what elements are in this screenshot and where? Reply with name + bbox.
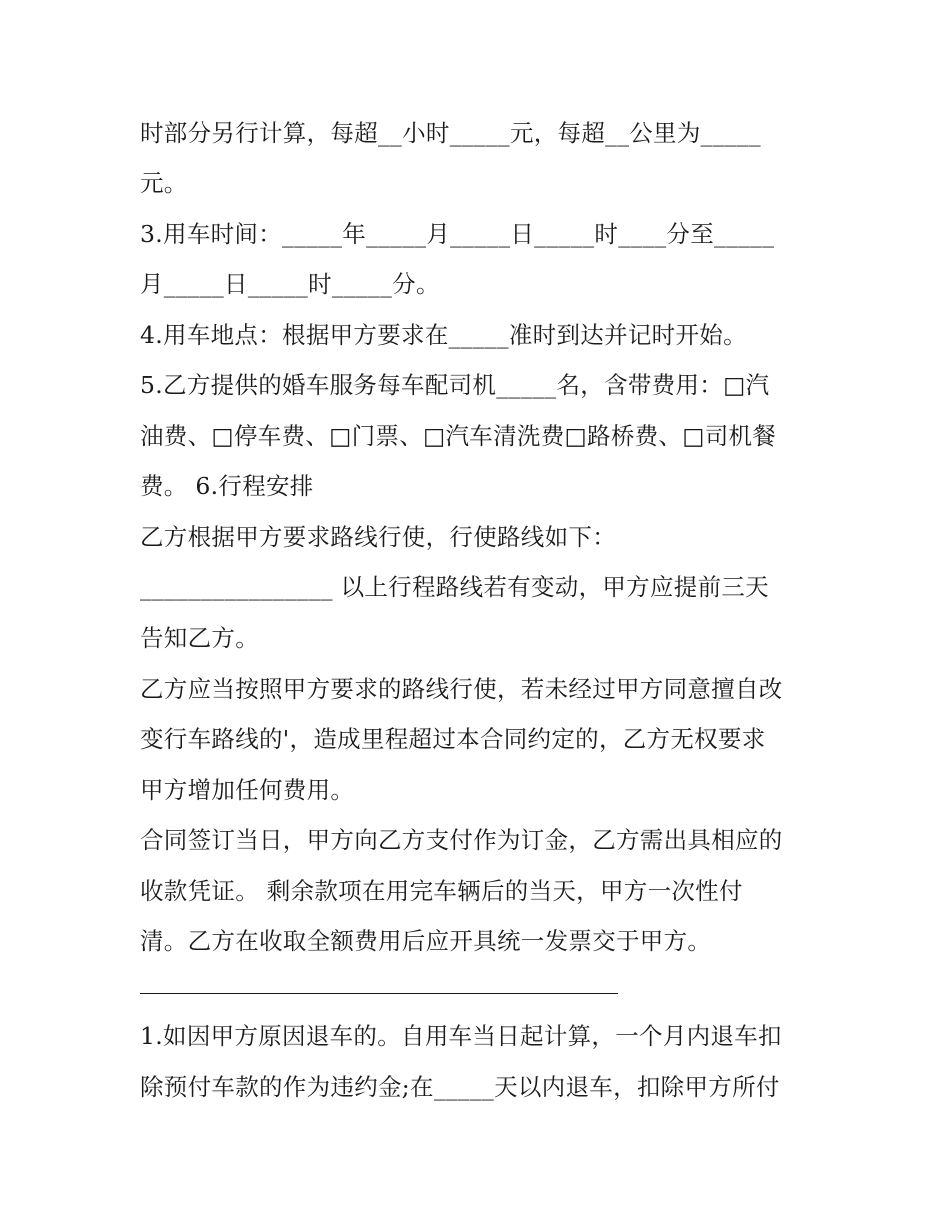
text-line-18: 1.如因甲方原因退车的。自用车当日起计算，一个月内退车扣 [140,1022,782,1050]
text-line-15: 合同签订当日，甲方向乙方支付作为订金，乙方需出具相应的 [140,826,783,854]
text-line-6: 5.乙方提供的婚车服务每车配司机_____名，含带费用：□汽 [140,371,770,399]
text-line-5: 4.用车地点：根据甲方要求在_____准时到达并记时开始。 [140,321,747,349]
text-line-16: 收款凭证。 剩余款项在用完车辆后的当天，甲方一次性付 [140,877,743,905]
text-line-17: 清。乙方在收取全额费用后应开具统一发票交于甲方。 [140,927,712,955]
text-line-12: 乙方应当按照甲方要求的路线行使，若未经过甲方同意擅自改 [140,675,783,703]
text-line-13: 变行车路线的'，造成里程超过本合同约定的，乙方无权要求 [140,725,766,753]
text-line-1: 时部分另行计算，每超__小时_____元，每超__公里为_____ [140,119,761,147]
text-line-8: 费。 6.行程安排 [140,472,314,500]
text-line-9: 乙方根据甲方要求路线行使，行使路线如下： [140,523,616,551]
text-line-7: 油费、□停车费、□门票、□汽车清洗费□路桥费、□司机餐 [140,422,777,450]
text-line-3: 3.用车时间：_____年_____月_____日_____时____分至_____ [140,220,775,248]
text-line-10: ________________ 以上行程路线若有变动，甲方应提前三天 [140,573,769,601]
text-line-19: 除预付车款的作为违约金;在_____天以内退车，扣除甲方所付 [140,1073,780,1101]
text-line-14: 甲方增加任何费用。 [140,776,355,804]
text-line-4: 月_____日_____时_____分。 [140,270,440,298]
text-line-2: 元。 [140,169,188,197]
section-divider-rule [140,993,618,994]
text-line-11: 告知乙方。 [140,624,259,652]
